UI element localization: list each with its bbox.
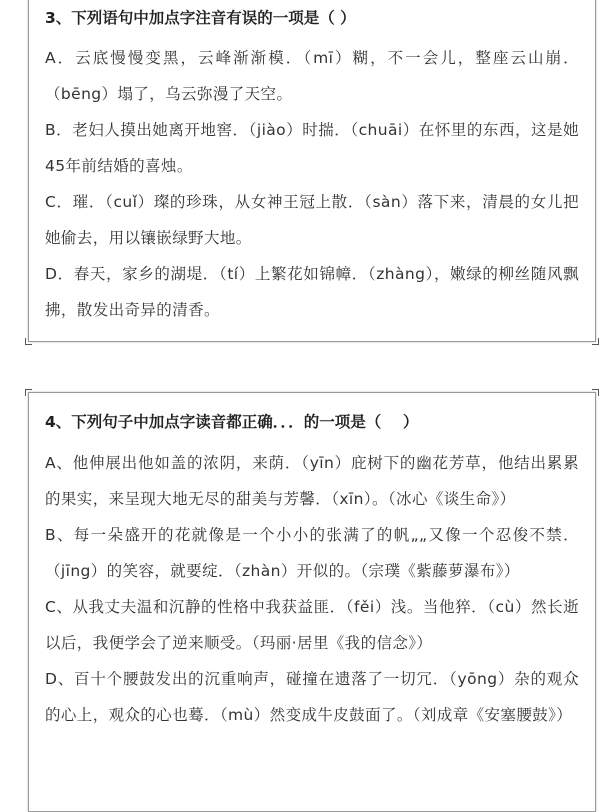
corner-mark-top-right: [592, 389, 599, 396]
question-4-option-a: A、他伸展出他如盖的浓阴，来荫．（yīn）庇树下的幽花芳草，他结出累累的果实，来呈现大地无尽的甜美与芳馨．（xīn）。（冰心《谈生命》）: [45, 454, 579, 508]
corner-mark-top-left: [25, 389, 32, 396]
question-4-title: 4、下列句子中加点字读音都正确．．．的一项是（ ）: [45, 413, 419, 431]
corner-mark-bottom-left: [25, 338, 32, 345]
question-3-title: 3、下列语句中加点字注音有误的一项是（ ）: [45, 9, 356, 27]
question-4-option-b: B、每一朵盛开的花就像是一个小小的张满了的帆„„又像一个忍俊不禁．（jīng）的笑容，就要绽．（zhàn）开似的。（宗璞《紫藤萝瀑布》）: [45, 526, 579, 580]
question-3-option-c: C．璀．（cuǐ）璨的珍珠，从女神王冠上散．（sàn）落下来，清晨的女儿把她偷去，用以镶嵌绿野大地。: [45, 193, 579, 247]
question-3-option-b: B．老妇人摸出她离开地窖．（jiào）时揣．（chuāi）在怀里的东西，这是她45年前结婚的喜烛。: [45, 121, 579, 175]
question-4-option-c: C、从我丈夫温和沉静的性格中我获益匪．（fěi）浅。当他猝．（cù）然长逝以后，我便学会了逆来顺受。（玛丽·居里《我的信念》）: [45, 598, 579, 652]
question-4-option-d: D、百十个腰鼓发出的沉重响声，碰撞在遗落了一切冗．（yōng）杂的观众的心上，观众的心也蓦．（mù）然变成牛皮鼓面了。（刘成章《安塞腰鼓》）: [45, 670, 579, 724]
question-4-card: [28, 392, 596, 812]
corner-mark-bottom-right: [592, 338, 599, 345]
question-3-option-d: D．春天，家乡的湖堤．（tí）上繁花如锦幛．（zhàng），嫩绿的柳丝随风飘拂，散发出奇异的清香。: [45, 265, 579, 319]
question-3-card: [28, 0, 596, 342]
question-3-option-a: A．云底慢慢变黑，云峰渐渐模．（mī）糊，不一会儿，整座云山崩．（bēng）塌了，乌云弥漫了天空。: [45, 49, 579, 103]
